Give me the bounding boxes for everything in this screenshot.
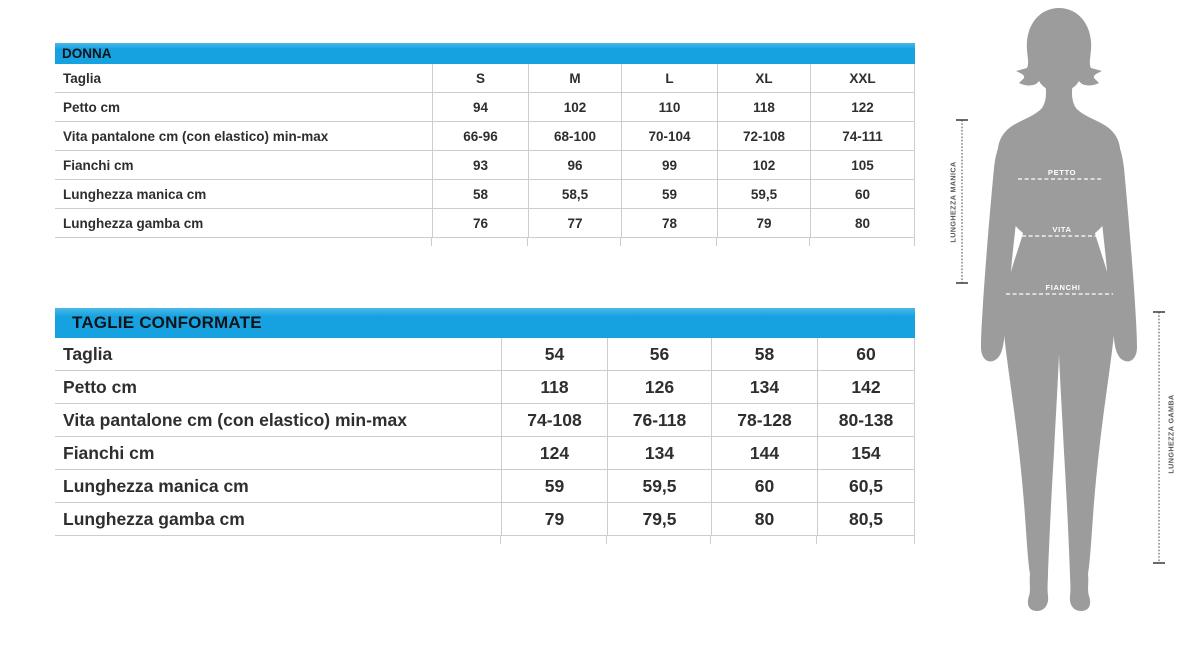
- petto-body-label: PETTO: [1047, 168, 1077, 177]
- cell: 76-118: [607, 404, 711, 436]
- table-row: [55, 64, 915, 93]
- row-label: Fianchi cm: [63, 157, 134, 173]
- conformate-table-title: TAGLIE CONFORMATE: [55, 308, 915, 338]
- cell: 93: [432, 151, 528, 179]
- cell: 118: [717, 93, 810, 121]
- row-label: Petto cm: [63, 99, 121, 115]
- cell: 74-111: [810, 122, 915, 150]
- cell: 79,5: [607, 503, 711, 535]
- cell: 78-128: [711, 404, 817, 436]
- cell: M: [528, 64, 621, 92]
- table-row: [55, 93, 915, 122]
- grid-stub: [816, 536, 817, 544]
- female-silhouette-diagram: [945, 2, 1195, 634]
- row-label: Vita pantalone cm (con elastico) min-max: [63, 128, 329, 144]
- cell: 59,5: [717, 180, 810, 208]
- grid-stub: [431, 238, 432, 246]
- cell: 94: [432, 93, 528, 121]
- table-row: [55, 437, 915, 470]
- cell: 80,5: [817, 503, 915, 535]
- cell: 134: [711, 371, 817, 403]
- cell: 60: [711, 470, 817, 502]
- cell: 134: [607, 437, 711, 469]
- donna-size-table: [55, 43, 915, 247]
- cell: 72-108: [717, 122, 810, 150]
- grid-stub: [716, 238, 717, 246]
- lunghezza-manica-label: LUNGHEZZA MANICA: [948, 161, 958, 243]
- row-label: Taglia: [63, 343, 113, 364]
- table-row: [55, 338, 915, 371]
- row-label: Lunghezza manica cm: [63, 186, 207, 202]
- grid-stub: [620, 238, 621, 246]
- row-label: Vita pantalone cm (con elastico) min-max: [63, 409, 407, 430]
- cell: 79: [501, 503, 607, 535]
- grid-stub: [527, 238, 528, 246]
- table-row: [55, 470, 915, 503]
- cell: 59,5: [607, 470, 711, 502]
- grid-stub-strip: [55, 536, 915, 545]
- conformate-size-table: [55, 308, 915, 545]
- grid-stub: [606, 536, 607, 544]
- cell: 99: [621, 151, 717, 179]
- cell: 58: [432, 180, 528, 208]
- grid-stub: [710, 536, 711, 544]
- cell: 80: [810, 209, 915, 237]
- cell: XXL: [810, 64, 915, 92]
- cell: 56: [607, 338, 711, 370]
- cell: 105: [810, 151, 915, 179]
- measurement-figure: [945, 2, 1195, 634]
- row-label: Fianchi cm: [63, 442, 155, 463]
- grid-stub-strip: [55, 238, 915, 247]
- cell: 59: [501, 470, 607, 502]
- cell: 102: [528, 93, 621, 121]
- grid-stub: [914, 536, 915, 544]
- table-row: [55, 122, 915, 151]
- cell: 78: [621, 209, 717, 237]
- cell: 60,5: [817, 470, 915, 502]
- grid-stub: [500, 536, 501, 544]
- row-label: Taglia: [63, 70, 102, 86]
- cell: 76: [432, 209, 528, 237]
- cell: 60: [817, 338, 915, 370]
- table-row: [55, 151, 915, 180]
- cell: L: [621, 64, 717, 92]
- vita-body-label: VITA: [1052, 225, 1072, 234]
- cell: XL: [717, 64, 810, 92]
- row-label: Lunghezza manica cm: [63, 475, 249, 496]
- table-row: [55, 503, 915, 536]
- silhouette-head: [1016, 8, 1102, 91]
- cell: 60: [810, 180, 915, 208]
- grid-stub: [809, 238, 810, 246]
- cell: 68-100: [528, 122, 621, 150]
- cell: 54: [501, 338, 607, 370]
- cell: 59: [621, 180, 717, 208]
- grid-stub: [914, 238, 915, 246]
- cell: 58: [711, 338, 817, 370]
- cell: 118: [501, 371, 607, 403]
- donna-table-title: DONNA: [55, 43, 915, 64]
- row-label: Lunghezza gamba cm: [63, 508, 245, 529]
- lunghezza-gamba-label: LUNGHEZZA GAMBA: [1166, 394, 1176, 474]
- cell: 58,5: [528, 180, 621, 208]
- table-row: [55, 404, 915, 437]
- cell: 96: [528, 151, 621, 179]
- cell: 80: [711, 503, 817, 535]
- cell: 142: [817, 371, 915, 403]
- cell: 74-108: [501, 404, 607, 436]
- cell: 70-104: [621, 122, 717, 150]
- cell: 144: [711, 437, 817, 469]
- cell: 122: [810, 93, 915, 121]
- cell: 110: [621, 93, 717, 121]
- cell: 77: [528, 209, 621, 237]
- table-row: [55, 209, 915, 238]
- fianchi-body-label: FIANCHI: [1045, 283, 1081, 292]
- cell: 79: [717, 209, 810, 237]
- cell: 154: [817, 437, 915, 469]
- cell: 124: [501, 437, 607, 469]
- row-label: Lunghezza gamba cm: [63, 215, 204, 231]
- row-label: Petto cm: [63, 376, 137, 397]
- cell: 66-96: [432, 122, 528, 150]
- cell: 126: [607, 371, 711, 403]
- cell: 80-138: [817, 404, 915, 436]
- table-row: [55, 371, 915, 404]
- table-row: [55, 180, 915, 209]
- cell: 102: [717, 151, 810, 179]
- cell: S: [432, 64, 528, 92]
